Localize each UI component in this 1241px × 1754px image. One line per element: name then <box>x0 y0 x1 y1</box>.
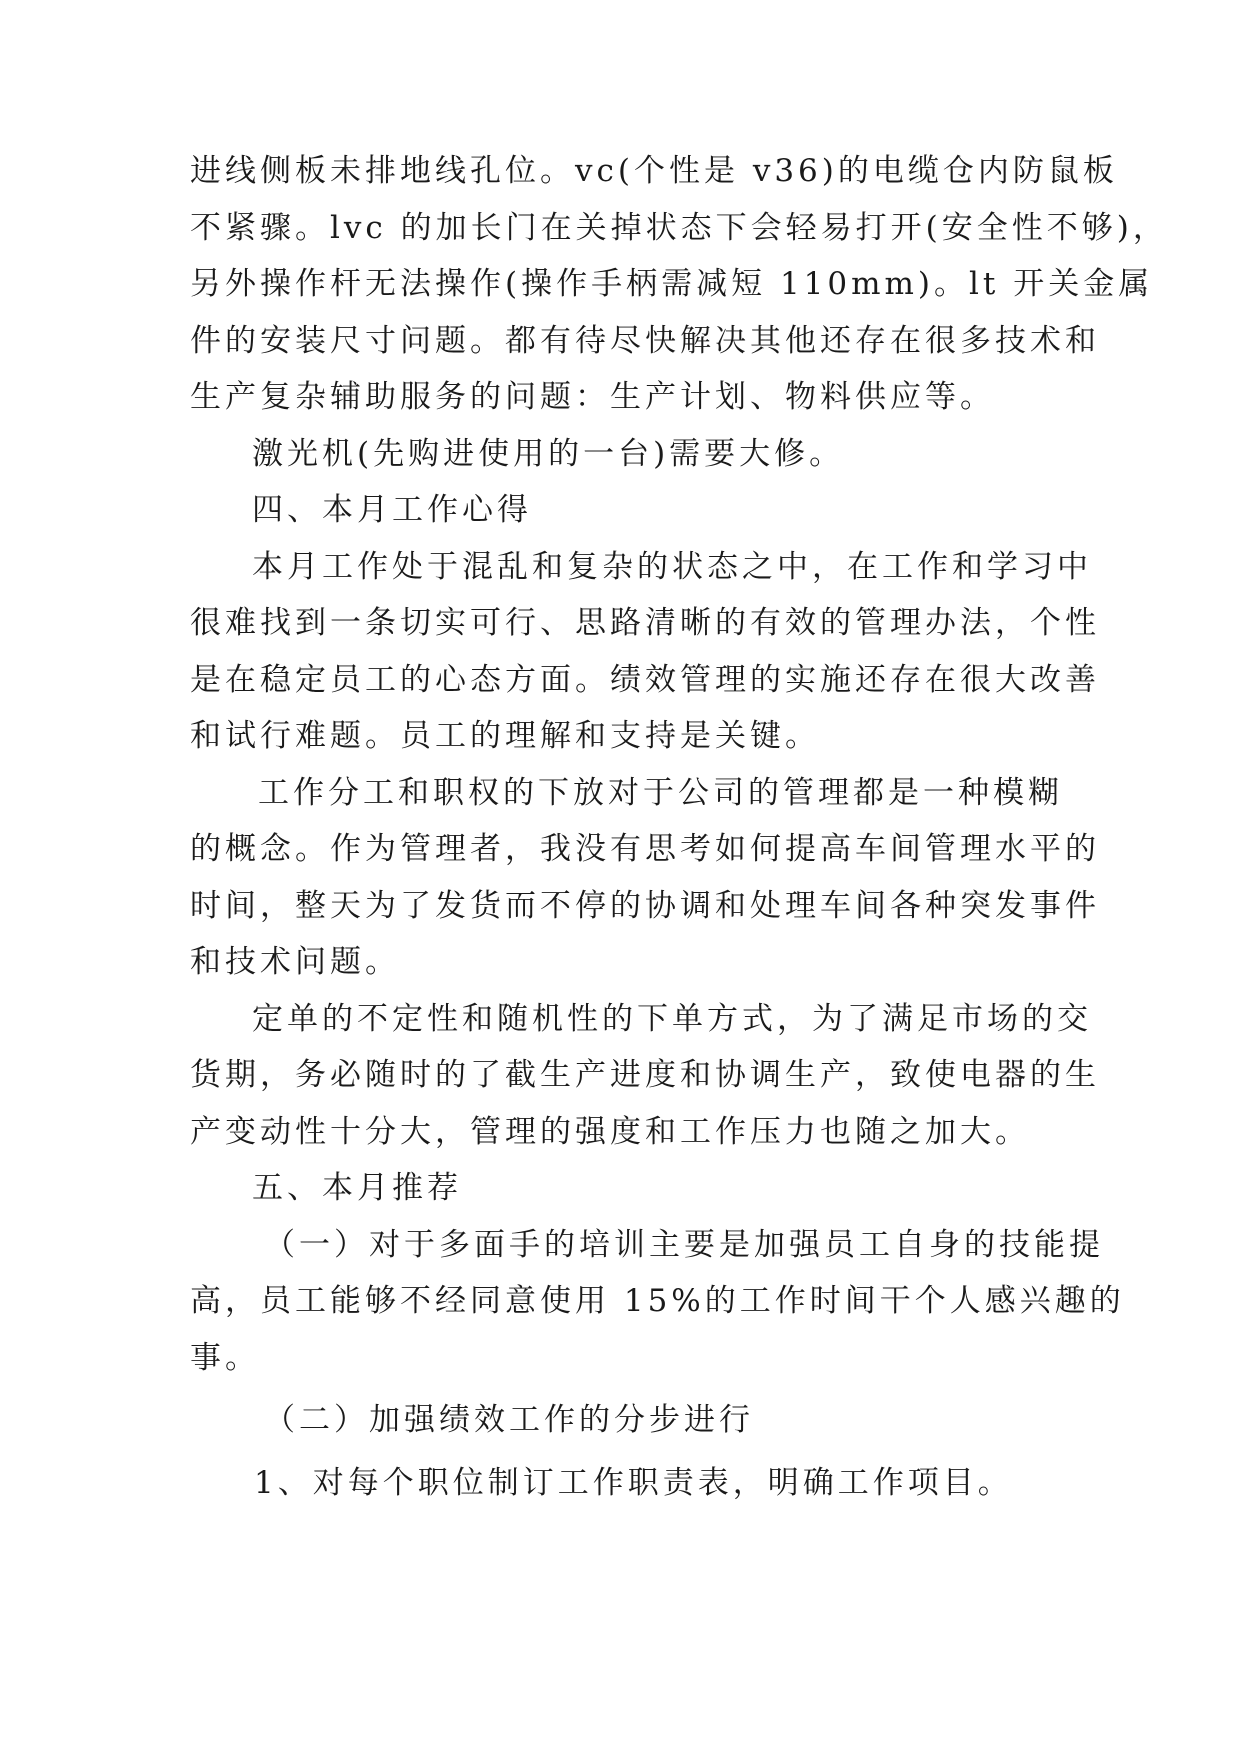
text-line: 本月工作处于混乱和复杂的状态之中，在工作和学习中 <box>252 549 1092 585</box>
text-line: 不紧骤。lvc 的加长门在关掉状态下会轻易打开(安全性不够)， <box>190 210 1168 246</box>
text-line: 的概念。作为管理者，我没有思考如何提高车间管理水平的 <box>190 831 1100 867</box>
list-item: 1、对每个职位制订工作职责表，明确工作项目。 <box>254 1465 1013 1501</box>
text-line: 时间，整天为了发货而不停的协调和处理车间各种突发事件 <box>190 888 1100 924</box>
text-line: 激光机(先购进使用的一台)需要大修。 <box>252 436 845 472</box>
text-line: 事。 <box>190 1340 260 1376</box>
text-line: 和技术问题。 <box>190 944 400 980</box>
subsection-heading: （二）加强绩效工作的分步进行 <box>264 1402 754 1438</box>
text-line: 另外操作杆无法操作(操作手柄需减短 110mm)。lt 开关金属 <box>190 266 1154 302</box>
section-heading: 四、本月工作心得 <box>252 492 532 528</box>
text-line: 进线侧板未排地线孔位。vc(个性是 v36)的电缆仓内防鼠板 <box>190 153 1118 189</box>
text-line: 是在稳定员工的心态方面。绩效管理的实施还存在很大改善 <box>190 662 1100 698</box>
text-line: 定单的不定性和随机性的下单方式，为了满足市场的交 <box>252 1001 1092 1037</box>
text-line: 件的安装尺寸问题。都有待尽快解决其他还存在很多技术和 <box>190 323 1100 359</box>
section-heading: 五、本月推荐 <box>252 1170 462 1206</box>
text-line: （一）对于多面手的培训主要是加强员工自身的技能提 <box>264 1227 1104 1263</box>
text-line: 货期，务必随时的了截生产进度和协调生产，致使电器的生 <box>190 1057 1100 1093</box>
text-line: 工作分工和职权的下放对于公司的管理都是一种模糊 <box>258 775 1063 811</box>
text-line: 生产复杂辅助服务的问题：生产计划、物料供应等。 <box>190 379 995 415</box>
text-line: 高，员工能够不经同意使用 15%的工作时间干个人感兴趣的 <box>190 1283 1125 1319</box>
text-line: 和试行难题。员工的理解和支持是关键。 <box>190 718 820 754</box>
text-line: 产变动性十分大，管理的强度和工作压力也随之加大。 <box>190 1114 1030 1150</box>
text-line: 很难找到一条切实可行、思路清晰的有效的管理办法，个性 <box>190 605 1100 641</box>
